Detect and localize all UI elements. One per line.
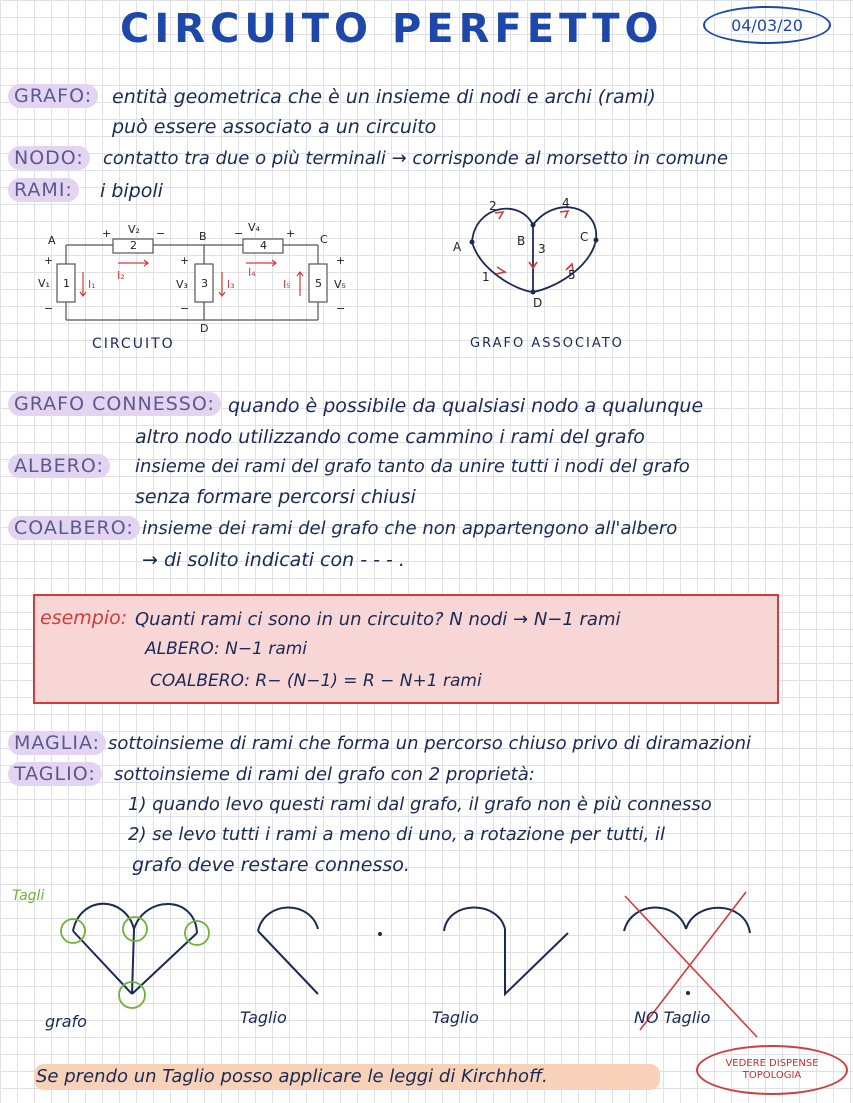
stamp-line2: TOPOLOGIA	[742, 1070, 802, 1081]
circuit-node-d: D	[200, 322, 209, 335]
page-title: CIRCUITO PERFETTO	[120, 6, 664, 52]
graph-edge-label-5: 5	[568, 268, 576, 282]
example-label: esempio:	[40, 607, 128, 629]
graph-edge-label-1: 1	[482, 270, 490, 284]
voltage-v2: V₂	[128, 223, 140, 236]
def-albero-line1: insieme dei rami del grafo tanto da unire tutti i nodi del grafo	[135, 456, 690, 477]
voltage-v3: V₃	[176, 278, 188, 291]
dispense-stamp	[696, 1045, 848, 1095]
sketch-label-grafo: grafo	[45, 1012, 87, 1031]
footer-text: Se prendo un Taglio posso applicare le leggi di Kirchhoff.	[36, 1066, 548, 1087]
graph-edge-label-4: 4	[562, 196, 570, 210]
circuit-node-a: A	[48, 234, 56, 247]
branch-label-4: 4	[260, 239, 267, 252]
current-arrow-1	[80, 272, 86, 296]
graph-label-a: A	[453, 240, 462, 254]
graph-edge-1	[472, 242, 533, 292]
sketch-label-no-taglio: NO Taglio	[634, 1008, 711, 1027]
sign-minus-v4: −	[234, 227, 244, 240]
branch-label-2: 2	[130, 239, 137, 252]
def-taglio-line4: grafo deve restare connesso.	[132, 854, 410, 876]
term-albero: ALBERO:	[8, 454, 110, 478]
date-text: 04/03/20	[731, 15, 803, 35]
graph-node-a	[470, 240, 475, 245]
term-taglio: TAGLIO:	[8, 762, 102, 786]
circuit-caption: CIRCUITO	[92, 336, 175, 352]
example-line2: ALBERO: N−1 rami	[145, 639, 308, 659]
def-coalbero-line1: insieme dei rami del grafo che non appartengono all'albero	[142, 518, 678, 539]
sign-plus-v1: +	[44, 254, 54, 267]
sketch-label-taglio-1: Taglio	[240, 1008, 287, 1027]
graph-edge-label-3: 3	[538, 242, 546, 256]
current-i4: I₄	[248, 266, 256, 279]
sign-plus-v2: +	[102, 227, 112, 240]
sign-plus-v5: +	[336, 254, 346, 267]
voltage-v5: V₅	[334, 278, 346, 291]
branch-label-5: 5	[315, 277, 322, 290]
term-grafo-connesso: GRAFO CONNESSO:	[8, 392, 221, 416]
graph-label-b: B	[517, 234, 526, 248]
term-maglia: MAGLIA:	[8, 731, 106, 755]
graph-caption: GRAFO ASSOCIATO	[470, 336, 624, 351]
def-taglio-line2: 1) quando levo questi rami dal grafo, il grafo non è più connesso	[128, 794, 712, 815]
graph-node-b	[531, 223, 536, 228]
sign-minus-v2: −	[156, 227, 166, 240]
sketch-taglio-2	[444, 907, 568, 994]
current-i2: I₂	[117, 269, 125, 282]
current-i1: I₁	[88, 278, 96, 291]
graph-label-c: C	[580, 230, 589, 244]
branch-label-3: 3	[201, 277, 208, 290]
stamp-line1: VEDERE DISPENSE	[725, 1058, 819, 1069]
sketch-label-taglio-2: Taglio	[432, 1008, 479, 1027]
current-arrow-5	[297, 272, 303, 296]
branch-label-1: 1	[63, 277, 70, 290]
def-grafo-line2: può essere associato a un circuito	[112, 116, 437, 138]
def-taglio-line1: sottoinsieme di rami del grafo con 2 proprietà:	[114, 764, 535, 785]
circuit-node-c: C	[320, 233, 328, 246]
def-connesso-line1: quando è possibile da qualsiasi nodo a qualunque	[228, 395, 704, 417]
def-albero-line2: senza formare percorsi chiusi	[135, 486, 416, 508]
example-line1: Quanti rami ci sono in un circuito? N nodi → N−1 rami	[135, 609, 621, 630]
def-rami: i bipoli	[100, 180, 163, 202]
voltage-v1: V₁	[38, 277, 50, 290]
def-nodo: contatto tra due o più terminali → corrisponde al morsetto in comune	[103, 148, 729, 169]
graph-edge-label-2: 2	[489, 199, 497, 213]
sign-minus-v1: −	[44, 302, 54, 315]
term-grafo: GRAFO:	[8, 84, 98, 108]
def-maglia: sottoinsieme di rami che forma un percorso chiuso privo di diramazioni	[108, 733, 752, 754]
sign-minus-v3: −	[180, 302, 190, 315]
graph-node-d	[531, 290, 536, 295]
sign-plus-v3: +	[180, 254, 190, 267]
term-nodo: NODO:	[8, 146, 90, 170]
term-coalbero: COALBERO:	[8, 516, 140, 540]
current-arrow-2	[118, 260, 148, 266]
sign-minus-v5: −	[336, 302, 346, 315]
voltage-v4: V₄	[248, 221, 260, 234]
sketch-taglio-1	[258, 907, 318, 994]
associated-graph	[472, 207, 596, 292]
current-i5: I₅	[283, 278, 291, 291]
def-taglio-line3: 2) se levo tutti i rami a meno di uno, a rotazione per tutti, il	[128, 824, 666, 845]
term-rami: RAMI:	[8, 178, 79, 202]
example-line3: COALBERO: R− (N−1) = R − N+1 rami	[150, 671, 482, 691]
current-arrow-3	[219, 272, 225, 296]
graph-node-c	[594, 238, 599, 243]
tagli-label: Tagli	[12, 888, 45, 904]
sign-plus-v4: +	[286, 227, 296, 240]
def-grafo-line1: entità geometrica che è un insieme di nodi e archi (rami)	[112, 86, 656, 108]
circuit-node-b: B	[199, 230, 207, 243]
def-connesso-line2: altro nodo utilizzando come cammino i rami del grafo	[135, 426, 645, 448]
def-coalbero-line2: → di solito indicati con - - - .	[142, 549, 405, 571]
circuit-wires	[66, 245, 318, 320]
graph-label-d: D	[533, 296, 543, 310]
current-i3: I₃	[227, 278, 235, 291]
